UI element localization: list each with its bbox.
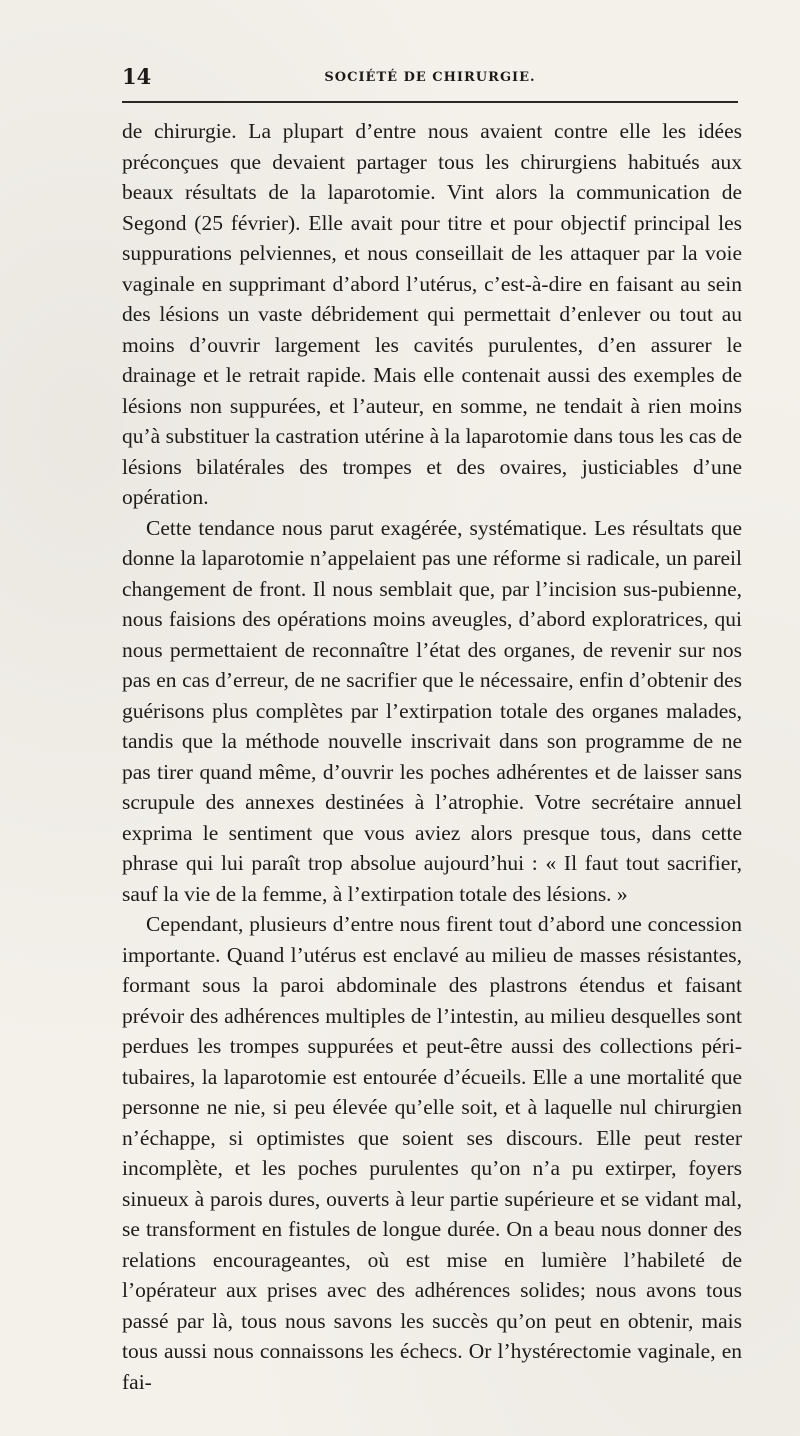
paragraph-3: Cependant, plusieurs d’entre nous firent tout d’abord une concession importante. Quand l’utérus est enclavé au milieu de masses résistantes, formant sous la paroi abdominale des plastrons étendus et faisant prévoir des adhérences multiples de l’intestin, au milieu desquelles sont perdues les trompes suppurées et peut-être aussi des collections péri-tubaires, la laparotomie est entourée d’écueils. Elle a une mortalité que personne ne nie, si peu élevée qu’elle soit, et à laquelle nul chirurgien n’échappe, si optimistes que soient ses discours. Elle peut rester incomplète, et les poches purulentes qu’on n’a pu extirper, foyers sinueux à parois dures, ouverts à leur partie supérieure et se vidant mal, se transforment en fistules de longue durée. On a beau nous donner des relations encourageantes, où est mise en lumière l’habileté de l’opérateur aux prises avec des adhérences solides; nous avons tous passé par là, tous nous savons les succès qu’on peut en obtenir, mais tous aussi nous connaissons les échecs. Or l’hystérectomie vaginale, en fai- (122, 912, 742, 1394)
paragraph-1: de chirurgie. La plupart d’entre nous avaient contre elle les idées préconçues que devaient partager tous les chirurgiens habitués aux beaux résultats de la laparotomie. Vint alors la communication de Segond (25 février). Elle avait pour titre et pour objectif principal les suppurations pelviennes, et nous conseillait de les attaquer par la voie vaginale en supprimant d’abord l’utérus, c’est-à-dire en faisant au sein des lésions un vaste débridement qui permettait d’enlever ou tout au moins d’ouvrir largement les cavités purulentes, d’en assurer le drainage et le retrait rapide. Mais elle contenait aussi des exemples de lésions non suppurées, et l’auteur, en somme, ne tendait à rien moins qu’à substituer la castration utérine à la laparotomie dans tous les cas de lésions bilatérales des trompes et des ovaires, justiciables d’une opération. (122, 119, 742, 509)
page-header (122, 64, 738, 90)
paragraph-2: Cette tendance nous parut exagérée, systématique. Les résultats que donne la laparotomie n’appelaient pas une réforme si radicale, un pareil changement de front. Il nous semblait que, par l’incision sus-pubienne, nous faisions des opérations moins aveugles, d’abord exploratrices, qui nous permettaient de reconnaître l’état des organes, de revenir sur nos pas en cas d’erreur, de ne sacrifier que le nécessaire, enfin d’obtenir des guérisons plus complètes par l’extirpation totale des organes malades, tandis que la méthode nouvelle inscrivait dans son programme de ne pas tirer quand même, d’ouvrir les poches adhérentes et de laisser sans scrupule des annexes destinées à l’atrophie. Votre secrétaire annuel exprima le sentiment que vous aviez alors presque tous, dans cette phrase qui lui paraît trop absolue aujourd’hui : « Il faut tout sacrifier, sauf la vie de la femme, à l’extirpation totale des lésions. » (122, 515, 742, 906)
header-rule (122, 101, 738, 103)
page-number: 14 (122, 64, 152, 89)
body-text (122, 116, 742, 1397)
running-head: SOCIÉTÉ DE CHIRURGIE. (324, 70, 536, 85)
